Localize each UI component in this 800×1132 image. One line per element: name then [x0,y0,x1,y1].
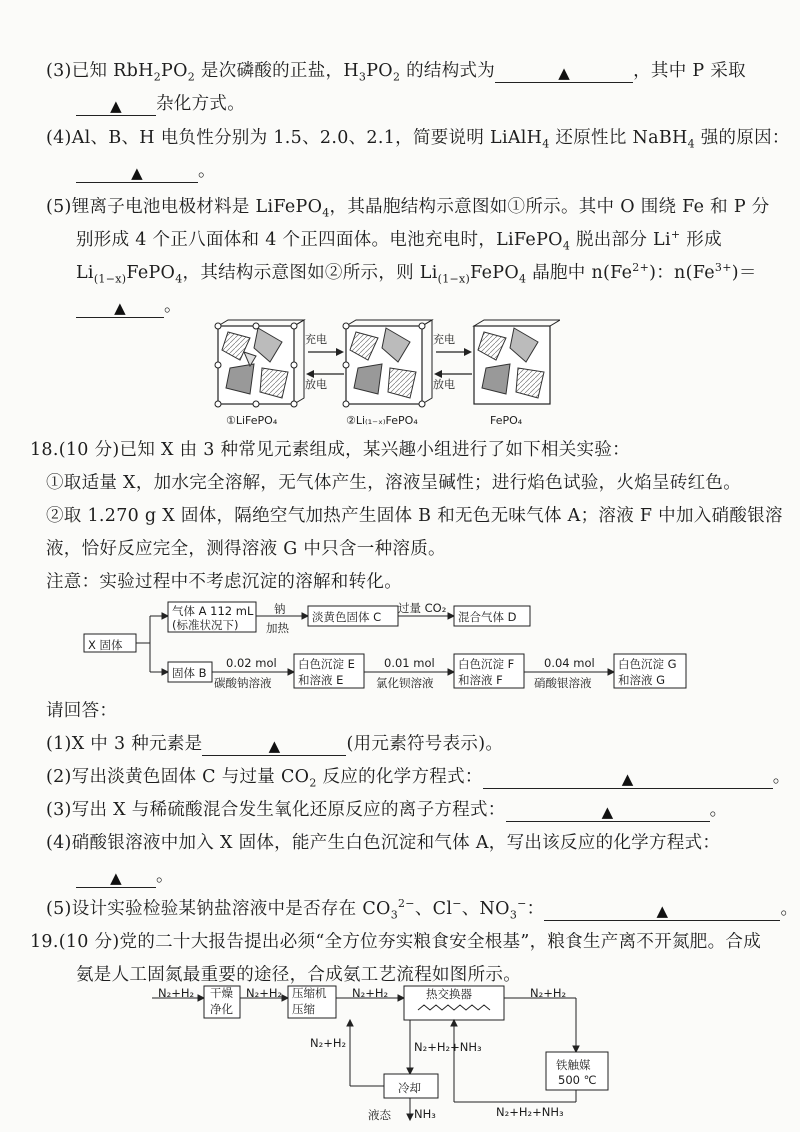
flow-reagent-1-amount: 0.02 mol [226,656,277,670]
ammonia-mid-gas: N₂+H₂ [246,986,283,1000]
ammonia-after-gas: N₂+H₂ [352,986,389,1000]
flow-x-solid: X 固体 [88,638,123,652]
flow-gas-a-condition: (标准状况下) [172,618,239,632]
ammonia-nh3-output: NH₃ [414,1107,436,1121]
ammonia-recycle-gas: N₂+H₂ [310,1036,347,1050]
q18-sub4-line2: ▲ 。 [76,865,174,888]
flow-reagent-3-name: 硝酸银溶液 [534,676,592,690]
flow-reagent-na: 钠 [274,602,286,616]
fig-label-li1xfepo4: ②Li₍₁₋ₓ₎FePO₄ [346,414,418,427]
fig-label-lifepo4: ①LiFePO₄ [226,414,278,427]
q17-part5-line2: 别形成 4 个正八面体和 4 个正四面体。电池充电时，LiFePO$_4$ 脱出部分 Li+ 形成 [76,228,722,253]
q18-sub5: (5)设计实验检验某钠盐溶液中是否存在 $CO_3^{2-}$、Cl−、$NO_3^-$： ▲ 。 [46,897,799,922]
flow-gas-a-volume: 气体 A 112 mL [172,604,254,618]
ammonia-temperature-label: 500 ℃ [558,1073,597,1087]
q18-experiment-1: ①取适量 X，加水完全溶解，无气体产生，溶液呈碱性；进行焰色试验，火焰呈砖红色。 [46,473,742,493]
answer-blank[interactable]: ▲ [76,95,156,116]
ammonia-bottom-gas: N₂+H₂+NH₃ [496,1105,564,1119]
cell-fepo4 [474,320,560,404]
q17-part3-line1: (3)已知 $RbH_2PO_2$ 是次磷酸的正盐，$H_3PO_2$ 的结构式为 ▲ ，其中 P 采取 [46,61,746,84]
q17-part5-line3: $Li_{(1-x)}FePO_4$，其结构示意图如②所示，则 $Li_{(1-x)}FePO_4$ 晶胞中 $n(Fe^{2+})$：$n(Fe^{3+})=$ [76,261,757,286]
ammonia-heat-exchanger-label: 热交换器 [426,987,472,1001]
answer-blank[interactable]: ▲ [76,867,156,888]
q17-part3-line2: ▲ 杂化方式。 [76,93,245,116]
flow-reagent-2-amount: 0.01 mol [384,656,435,670]
q18-sub1: (1)X 中 3 种元素是 ▲ (用元素符号表示)。 [46,734,504,755]
ammonia-catalyst-label: 铁触媒 [556,1058,591,1072]
flow-solution-g: 和溶液 G [618,673,666,687]
answer-blank[interactable]: ▲ [495,62,633,83]
ammonia-liquid-label: 液态 [368,1108,391,1122]
flow-reagent-2-name: 氯化钡溶液 [376,676,434,690]
q18-ask: 请回答： [46,701,118,721]
flow-solution-f: 和溶液 F [458,673,503,687]
answer-blank[interactable]: ▲ [506,801,710,822]
q18-experiment-2a: ②取 1.270 g X 固体，隔绝空气加热产生固体 B 和无色无味气体 A；溶液 F 中加入硝酸银溶 [46,506,783,526]
q17-part4-line2: ▲ 。 [76,160,216,183]
answer-blank[interactable]: ▲ [76,297,164,318]
fig-label-fepo4: FePO₄ [490,414,523,427]
flow-reagent-heat: 加热 [266,621,289,635]
ammonia-right-gas: N₂+H₂ [530,986,567,1000]
cell-li1xfepo4 [343,320,432,407]
q17-part5-line4: ▲ 。 [76,295,182,318]
flow-precip-f: 白色沉淀 F [458,657,515,671]
flow-reagent-co2: 过量 CO₂ [398,601,447,615]
answer-blank[interactable]: ▲ [76,162,198,183]
charge-label-1: 充电 [305,333,327,346]
flow-precip-g: 白色沉淀 G [618,657,677,671]
ammonia-compress-label: 压缩 [292,1002,315,1016]
discharge-label-2: 放电 [433,378,455,391]
ammonia-cooling-label: 冷却 [398,1081,421,1095]
flow-reagent-3-amount: 0.04 mol [544,656,595,670]
q19-line1: 19.(10 分)党的二十大报告提出必须“全方位夯实粮食安全根基”，粮食生产离不开氮肥。合成 [30,932,762,952]
answer-blank[interactable]: ▲ [544,900,780,921]
flow-reagent-1-name: 碳酸钠溶液 [214,676,272,690]
flow-precip-e: 白色沉淀 E [298,657,355,671]
cell-lifepo4 [215,320,304,407]
ammonia-compressor-label: 压缩机 [292,986,327,1000]
flow-gas-d: 混合气体 D [458,610,517,624]
q18-experiment-2b: 液，恰好反应完全，测得溶液 G 中只含一种溶质。 [46,539,446,559]
answer-blank[interactable]: ▲ [202,735,346,756]
flow-solid-c: 淡黄色固体 C [312,610,382,624]
q19-line2: 氨是人工固氮最重要的途径，合成氨工艺流程如图所示。 [76,965,521,985]
q18-sub2: (2)写出淡黄色固体 C 与过量 $CO_2$ 反应的化学方程式： ▲ 。 [46,767,791,790]
ammonia-feed-gas: N₂+H₂ [158,986,195,1000]
ammonia-dry-label: 干燥 [210,986,233,1000]
charge-discharge-arrows-2 [434,348,472,378]
q18-note: 注意：实验过程中不考虑沉淀的溶解和转化。 [46,572,402,592]
answer-blank[interactable]: ▲ [483,768,773,789]
flow-solution-e: 和溶液 E [298,673,344,687]
discharge-label-1: 放电 [305,378,327,391]
q18-heading: 18.(10 分)已知 X 由 3 种常见元素组成，某兴趣小组进行了如下相关实验： [30,440,630,460]
q17-part5-line1: (5)锂离子电池电极材料是 LiFePO$_4$，其晶胞结构示意图如①所示。其中 O 围绕 Fe 和 P 分 [46,197,770,220]
charge-discharge-arrows-1 [306,348,344,378]
q18-sub3: (3)写出 X 与稀硫酸混合发生氧化还原反应的离子方程式： ▲ 。 [46,800,728,821]
charge-label-2: 充电 [433,333,455,346]
q18-sub4-line1: (4)硝酸银溶液中加入 X 固体，能产生白色沉淀和气体 A，写出该反应的化学方程式： [46,833,721,853]
ammonia-mixture-gas: N₂+H₂+NH₃ [414,1040,482,1054]
ammonia-purify-label: 净化 [210,1002,233,1016]
q17-part4-line1: (4)Al、B、H 电负性分别为 1.5、2.0、2.1，简要说明 LiAlH$_4$ 还原性比 NaBH$_4$ 强的原因： [46,128,790,151]
flow-solid-b: 固体 B [172,666,207,680]
